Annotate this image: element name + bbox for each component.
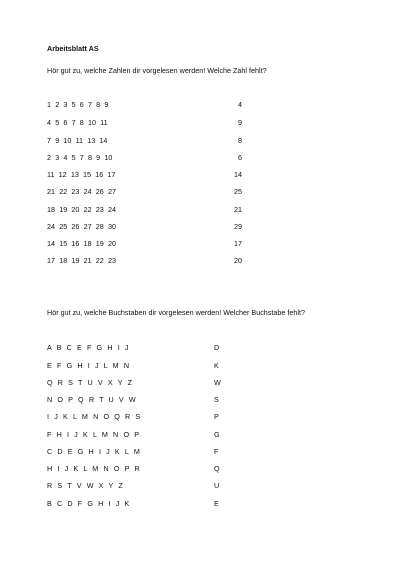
letter-sequence: Q R S T U V X Y Z: [47, 378, 132, 387]
letter-row: [47, 343, 347, 353]
number-row: [47, 222, 347, 232]
missing-letter: K: [214, 361, 219, 370]
number-sequence: 18 19 20 22 23 24: [47, 205, 116, 214]
missing-letter: P: [214, 412, 219, 421]
number-sequence: 14 15 16 18 19 20: [47, 239, 116, 248]
number-sequence: 21 22 23 24 26 27: [47, 187, 116, 196]
number-row: [47, 118, 347, 128]
missing-letter: W: [214, 378, 221, 387]
number-row: [47, 100, 347, 110]
letter-row: [47, 378, 347, 388]
number-sequence: 17 18 19 21 22 23: [47, 256, 116, 265]
letter-sequence: F H I J K L M N O P: [47, 430, 140, 439]
letter-row: [47, 481, 347, 491]
number-row: [47, 170, 347, 180]
letter-sequence: A B C E F G H I J: [47, 343, 129, 352]
letter-sequence: E F G H I J L M N: [47, 361, 130, 370]
letter-row: [47, 412, 347, 422]
letter-row: [47, 430, 347, 440]
letter-row: [47, 499, 347, 509]
missing-letter: D: [214, 343, 220, 352]
number-sequence: 11 12 13 15 16 17: [47, 170, 116, 179]
missing-number: 6: [238, 153, 242, 162]
number-sequence: 2 3 4 5 7 8 9 10: [47, 153, 113, 162]
missing-number: 29: [234, 222, 242, 231]
number-row: [47, 153, 347, 163]
number-sequence: 24 25 26 27 28 30: [47, 222, 116, 231]
missing-number: 14: [234, 170, 242, 179]
missing-letter: U: [214, 481, 220, 490]
missing-letter: F: [214, 447, 219, 456]
missing-letter: E: [214, 499, 219, 508]
numbers-instruction: Hör gut zu, welche Zahlen dir vorgelesen werden! Welche Zahl fehlt?: [47, 66, 267, 75]
missing-number: 20: [234, 256, 242, 265]
letter-sequence: H I J K L M N O P R: [47, 464, 140, 473]
missing-number: 9: [238, 118, 242, 127]
missing-letter: G: [214, 430, 220, 439]
letter-sequence: N O P Q R T U V W: [47, 395, 136, 404]
letter-row: [47, 361, 347, 371]
worksheet-title: Arbeitsblatt AS: [47, 44, 99, 53]
number-row: [47, 256, 347, 266]
number-row: [47, 187, 347, 197]
number-sequence: 1 2 3 5 6 7 8 9: [47, 100, 109, 109]
letter-row: [47, 447, 347, 457]
number-sequence: 4 5 6 7 8 10 11: [47, 118, 108, 127]
letter-row: [47, 464, 347, 474]
missing-number: 17: [234, 239, 242, 248]
letter-sequence: B C D F G H I J K: [47, 499, 130, 508]
letter-sequence: C D E G H I J K L M: [47, 447, 140, 456]
missing-number: 8: [238, 136, 242, 145]
missing-letter: Q: [214, 464, 220, 473]
number-row: [47, 239, 347, 249]
letter-row: [47, 395, 347, 405]
number-row: [47, 136, 347, 146]
missing-number: 21: [234, 205, 242, 214]
letters-instruction: Hör gut zu, welche Buchstaben dir vorgelesen werden! Welcher Buchstabe fehlt?: [47, 308, 305, 317]
letter-sequence: R S T V W X Y Z: [47, 481, 123, 490]
missing-number: 25: [234, 187, 242, 196]
number-row: [47, 205, 347, 215]
number-sequence: 7 9 10 11 13 14: [47, 136, 108, 145]
letter-sequence: I J K L M N O Q R S: [47, 412, 141, 421]
missing-number: 4: [238, 100, 242, 109]
missing-letter: S: [214, 395, 219, 404]
